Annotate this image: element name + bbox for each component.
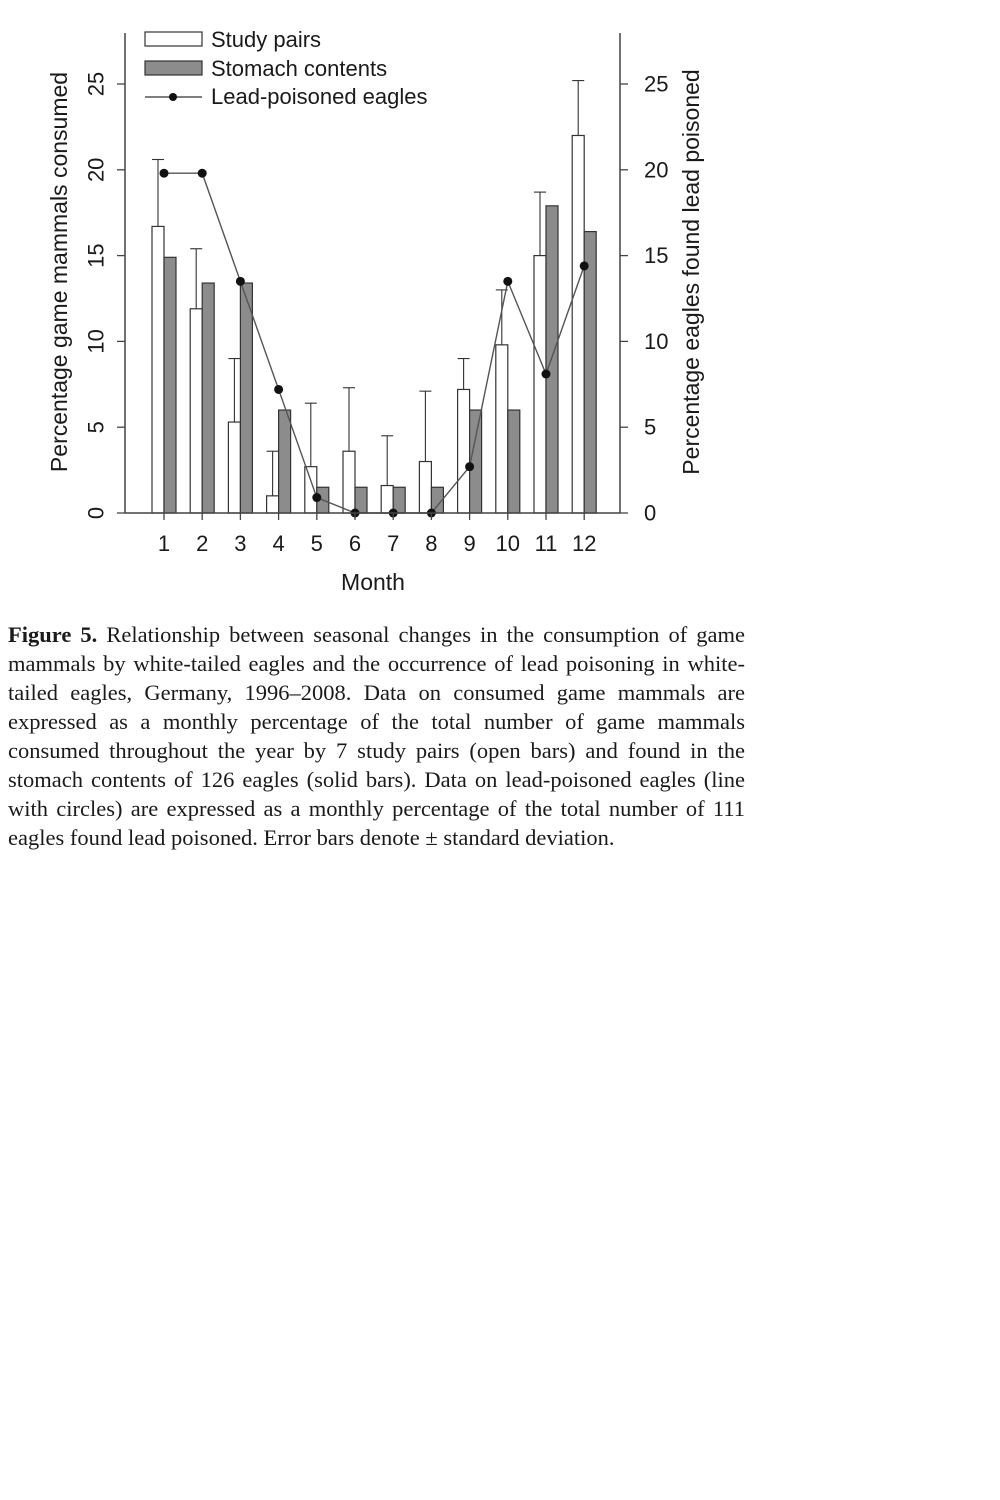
bar-study-pairs — [572, 135, 584, 513]
point-lead-poisoned-eagles — [274, 385, 283, 394]
y-tick-label-right: 20 — [644, 157, 669, 183]
y-tick-label-left: 0 — [83, 506, 109, 520]
x-tick-label: 1 — [157, 531, 171, 556]
bar-stomach-contents — [584, 232, 596, 513]
y-tick-label-left: 5 — [83, 421, 109, 434]
point-lead-poisoned-eagles — [542, 370, 551, 379]
point-lead-poisoned-eagles — [465, 462, 474, 471]
x-tick-label: 3 — [234, 531, 247, 556]
bar-study-pairs — [267, 496, 279, 513]
figure-caption-text: Relationship between seasonal changes in the consumption of game mammals by white-tailed eagles and the occurrence of lead poisoning in white-tailed eagles, Germany, 1996–2008. Data on consumed game mammals are expressed as a monthly percentage of the total number of game mammals consumed throughout the year by 7 study pairs (open bars) and found in the stomach contents of 126 eagles (solid bars). Data on lead-poisoned eagles (line with circles) are expressed as a monthly percentage of the total number of 111 eagles found lead poisoned. Error bars denote ± standard deviation. — [8, 622, 746, 850]
x-tick-label: 4 — [272, 531, 285, 556]
bars-layer — [152, 135, 596, 513]
x-tick-label: 9 — [463, 531, 476, 556]
point-lead-poisoned-eagles — [198, 169, 207, 178]
line-lead-poisoned-eagles — [164, 173, 584, 513]
bar-stomach-contents — [470, 410, 482, 513]
y-tick-label-right: 5 — [644, 414, 657, 440]
point-lead-poisoned-eagles — [580, 261, 589, 270]
y-tick-label-left: 20 — [83, 157, 109, 183]
bar-stomach-contents — [164, 257, 176, 513]
bar-study-pairs — [534, 256, 546, 513]
x-tick-label: 5 — [310, 531, 323, 556]
legend-label-stomach-contents: Stomach contents — [211, 56, 388, 81]
y-tick-label-left: 25 — [83, 71, 109, 97]
bar-stomach-contents — [508, 410, 520, 513]
bar-study-pairs — [419, 462, 431, 513]
bar-stomach-contents — [240, 283, 252, 513]
bar-study-pairs — [458, 389, 470, 513]
x-tick-label: 6 — [348, 531, 362, 556]
x-tick-label: 12 — [571, 531, 597, 556]
x-tick-label: 10 — [495, 531, 521, 556]
y-tick-label-right: 10 — [644, 328, 669, 354]
y-tick-label-right: 25 — [644, 71, 669, 97]
bar-study-pairs — [152, 226, 164, 513]
legend-label-study-pairs: Study pairs — [211, 27, 322, 52]
bar-study-pairs — [305, 467, 317, 513]
legend-swatch-stomach-contents — [145, 61, 202, 75]
bar-study-pairs — [496, 345, 508, 513]
line-layer — [160, 169, 589, 518]
legend-swatch-study-pairs — [145, 32, 202, 46]
point-lead-poisoned-eagles — [160, 169, 169, 178]
legend-label-lead-poisoned: Lead-poisoned eagles — [211, 84, 428, 109]
figure-label: Figure 5. — [8, 622, 98, 647]
x-axis-title: Month — [341, 569, 405, 595]
point-lead-poisoned-eagles — [236, 277, 245, 286]
x-tick-label: 11 — [534, 531, 558, 556]
y-axis-left-title: Percentage game mammals consumed — [46, 71, 72, 473]
bar-study-pairs — [190, 309, 202, 513]
bar-stomach-contents — [279, 410, 291, 513]
bar-stomach-contents — [546, 206, 558, 513]
y-tick-label-right: 15 — [644, 243, 669, 269]
bar-study-pairs — [228, 422, 240, 513]
x-tick-label: 2 — [196, 531, 209, 556]
point-lead-poisoned-eagles — [503, 277, 512, 286]
x-tick-label: 8 — [425, 531, 438, 556]
legend-marker-lead-poisoned — [169, 93, 177, 101]
x-tick-label: 7 — [387, 531, 400, 556]
bar-stomach-contents — [202, 283, 214, 513]
y-tick-label-right: 0 — [644, 500, 657, 526]
y-axis-right-title: Percentage eagles found lead poisoned — [678, 69, 704, 475]
figure-caption — [8, 620, 745, 852]
bar-study-pairs — [343, 451, 355, 513]
y-tick-label-left: 10 — [83, 329, 109, 354]
y-tick-label-left: 15 — [83, 243, 109, 268]
legend — [145, 27, 428, 109]
point-lead-poisoned-eagles — [312, 493, 321, 502]
chart — [0, 0, 760, 610]
